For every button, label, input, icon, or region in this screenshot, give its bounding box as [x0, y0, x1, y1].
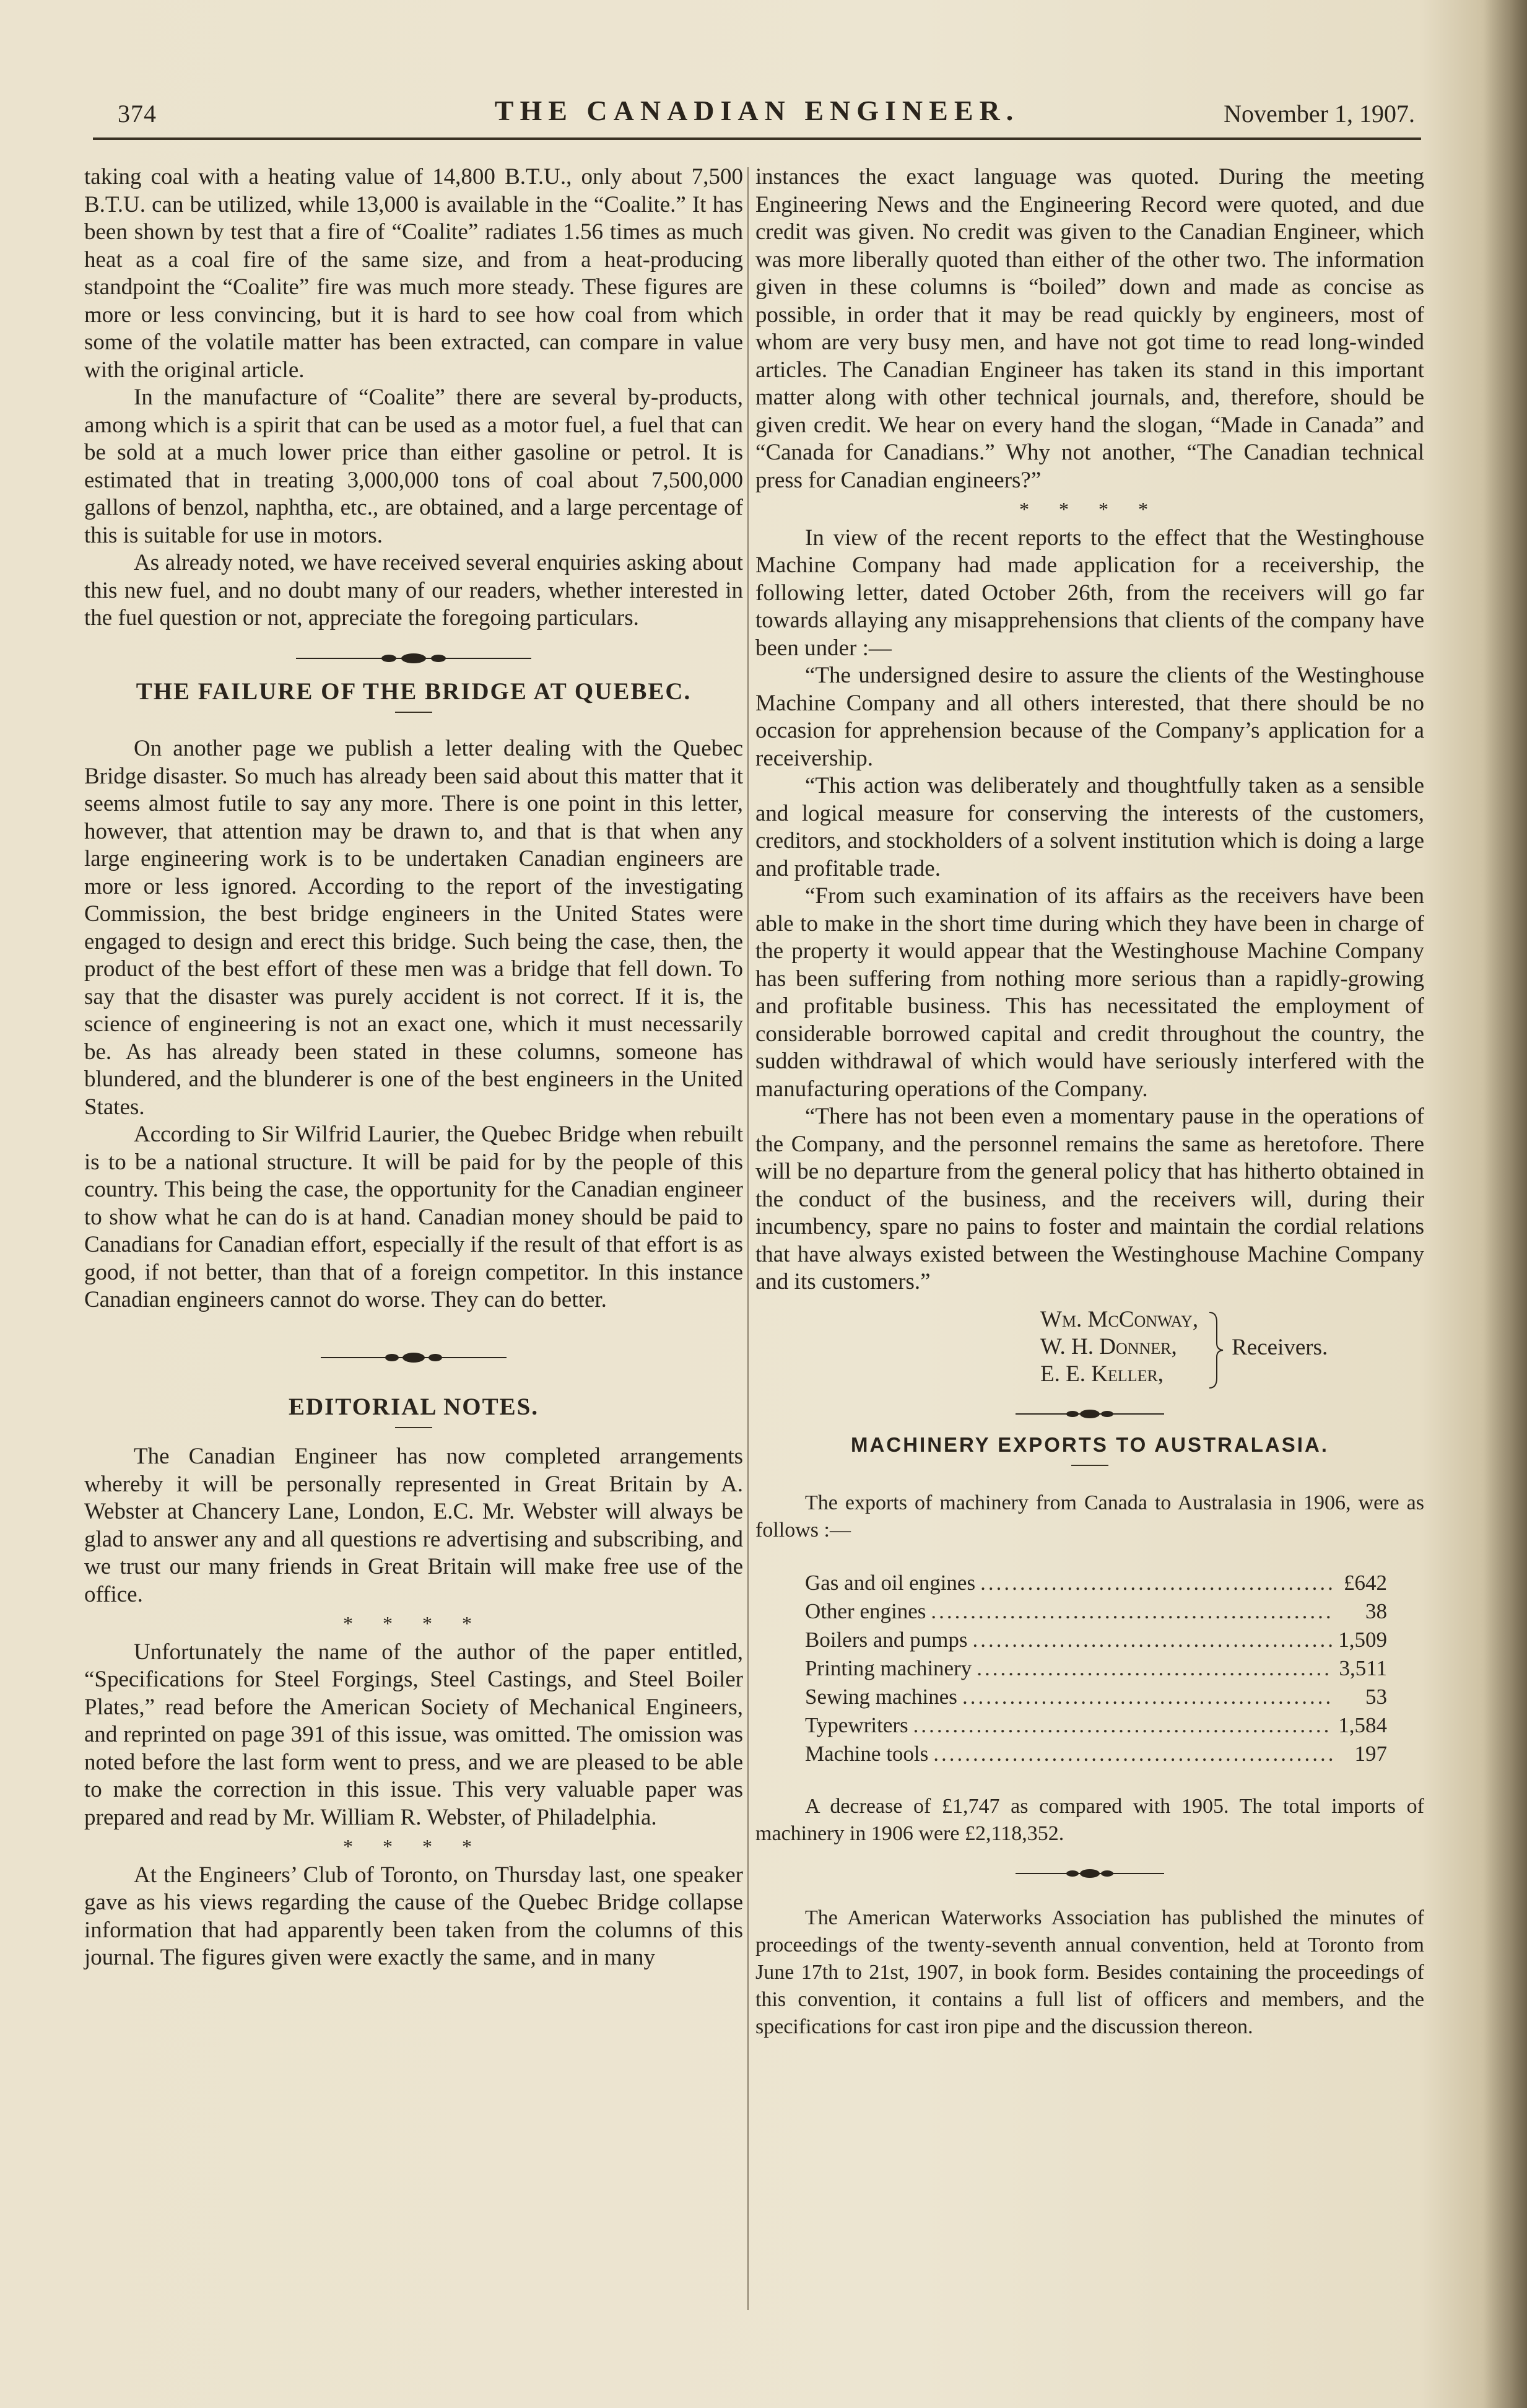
table-row [805, 1654, 1387, 1683]
export-item: Gas and oil engines [805, 1571, 976, 1595]
bridge-paragraph-1: On another page we publish a letter dealing with the Quebec Bridge disaster. So much has already been said about this matter that it seems almost futile to say any more. There is one point in this letter, however, that attention may be drawn to, and that is that when any large engineering work is to be undertaken Canadian engineers are more or less ignored. According to the report of the investigating Commission, the best bridge engineers in the United States were engaged to design and erect this bridge. Such being the case, then, the product of the best effort of these men was a bridge that fell down. To say that the disaster was purely accident is not correct. If it is, the science of engineering is not an exact one, which it must necessarily be. As has already been stated in these columns, someone has blundered, and the blunderer is one of the best engineers in the United States. [84, 736, 743, 1120]
table-row [805, 1569, 1387, 1597]
bridge-paragraph-2: According to Sir Wilfrid Laurier, the Quebec Bridge when rebuilt is to be a national structure. It will be paid for by the people of this country. This being the case, the opportunity for the Canadian engineer to show what he can do is at hand. Canadian money should be paid to Canadians for Canadian effort, especially if the result of that effort is as good, if not better, than that of a foreign competitor. In this instance Canadian engineers cannot do worse. They can do better. [84, 1122, 743, 1312]
stars-divider: * * * * [343, 1835, 484, 1857]
signature-role: Receivers. [1232, 1335, 1328, 1361]
leader-dots [931, 1597, 1333, 1626]
coalite-paragraph-2: In the manufacture of “Coalite” there are several by-products, among which is a spirit that can be used as a motor fuel, a fuel that can be sold at a much lower price than either gasoline or petrol. It is estimated that in treating 3,000,000 tons of coal about 7,500,000 gallons of benzol, naphtha, etc., are obtained, and a large percentage of this is suitable for use in motors. [84, 385, 743, 548]
editorial-heading: EDITORIAL NOTES. [288, 1393, 539, 1420]
receivers-signature [755, 1306, 1424, 1390]
export-value: 38 [1365, 1599, 1387, 1623]
export-item: Typewriters [805, 1713, 908, 1737]
table-row [805, 1597, 1387, 1626]
coalite-paragraph-1: taking coal with a heating value of 14,800 B.T.U., only about 7,500 B.T.U. can be utilized, while 13,000 is available in the “Coalite.” It has been shown by test that a fire of “Coalite” radiates 1.56 times as much heat as a coal fire of the same size, and from a heat-producing standpoint the “Coalite” fire was much more steady. These figures are more or less convincing, but it is hard to see how coal from which some of the volatile matter has been extracted, can compare in value with the original article. [84, 164, 743, 383]
table-row [805, 1740, 1387, 1768]
letter-paragraph-2: “This action was deliberately and thoughtfully taken as a sensible and logical measure for conserving the interests of the customers, creditors, and stockholders of a solvent institution which is doing a large and profitable trade. [755, 773, 1424, 881]
right-column [755, 164, 1424, 2041]
export-item: Sewing machines [805, 1685, 957, 1709]
letter-paragraph-3: “From such examination of its affairs as the receivers have been able to make in the short time during which they have been in charge of the property it would appear that the Westinghouse Machine Company has been suffering from nothing more serious than a rapidly-growing and profitable business. This has necessitated the employment of considerable borrowed capital and credit throughout the country, the sudden withdrawal of which would have seriously interfered with the manufacturing operations of the Company. [755, 883, 1424, 1102]
signature-name: Wm. McConway, [1040, 1306, 1199, 1332]
table-row [805, 1683, 1387, 1711]
export-item: Other engines [805, 1599, 926, 1623]
letter-paragraph-4: “There has not been even a momentary pause in the operations of the Company, and the personnel remains the same as heretofore. There will be no departure from the general policy that has hitherto obtained in the conduct of the business, and the receivers will, during their incumbency, spare no pains to foster and maintain the cordial relations that have always existed between the Westinghouse Machine Company and its customers.” [755, 1104, 1424, 1294]
section-ornament [755, 1861, 1424, 1886]
leader-dots [962, 1683, 1333, 1711]
exports-heading: MACHINERY EXPORTS TO AUSTRALASIA. [851, 1433, 1329, 1456]
signature-name: E. E. Keller, [1040, 1361, 1164, 1387]
table-row [805, 1711, 1387, 1740]
brace-icon [1207, 1310, 1225, 1390]
export-value: 1,509 [1338, 1628, 1387, 1652]
journal-title: THE CANADIAN ENGINEER. [494, 95, 1020, 126]
section-ornament [84, 1345, 743, 1370]
stars-divider: * * * * [343, 1612, 484, 1634]
editorial-paragraph-2: Unfortunately the name of the author of the paper entitled, “Specifications for Steel Forgings, Steel Castings, and Steel Boiler Plates,” read before the American Society of Mechanical Engineers, and reprinted on page 391 of this issue, was omitted. The omission was noted before the last form went to press, and we are pleased to be able to make the correction in this issue. This very valuable paper was prepared and read by Mr. William R. Webster, of Philadelphia. [84, 1639, 743, 1830]
leader-dots [913, 1711, 1333, 1740]
heading-rule [395, 712, 432, 713]
signature-names [1040, 1306, 1198, 1390]
export-item: Machine tools [805, 1742, 929, 1766]
editorial-continued-paragraph: instances the exact language was quoted. During the meeting Engineering News and the Engineering Record were quoted, and due credit was given. No credit was given to the Canadian Engineer, which was more liberally quoted than either of the other two. The information given in these columns is “boiled” down and made as concise as possible, in order that it may be read quickly by engineers, most of whom are very busy men, and have not got time to read long-winded articles. The Canadian Engineer has taken its stand in this important matter along with other technical journals, and, therefore, should be given credit. We hear on every hand the slogan, “Made in Canada” and “Canada for Canadians.” Why not another, “The Canadian technical press for Canadian engineers?” [755, 164, 1424, 493]
stars-divider: * * * * [1019, 498, 1160, 520]
page-edge-shadow [1484, 0, 1527, 2408]
page-number: 374 [118, 100, 157, 128]
page-header [93, 94, 1421, 137]
coalite-paragraph-3: As already noted, we have received several enquiries asking about this new fuel, and no doubt many of our readers, whether interested in the fuel question or not, appreciate the foregoing particulars. [84, 550, 743, 630]
header-rule [93, 137, 1421, 140]
leader-dots [972, 1626, 1333, 1654]
heading-rule [1071, 1465, 1108, 1466]
exports-table [805, 1569, 1387, 1768]
section-ornament [755, 1402, 1424, 1426]
table-row [805, 1626, 1387, 1654]
leader-dots [977, 1654, 1333, 1683]
exports-note: A decrease of £1,747 as compared with 1905. The total imports of machinery in 1906 were £2,118,352. [755, 1795, 1424, 1845]
export-value: 1,584 [1338, 1713, 1387, 1737]
editorial-paragraph-3: At the Engineers’ Club of Toronto, on Thursday last, one speaker gave as his views regarding the cause of the Quebec Bridge collapse information that had apparently been taken from the columns of this journal. The figures given were exactly the same, and in many [84, 1862, 743, 1970]
export-value: £642 [1344, 1571, 1387, 1595]
export-value: 3,511 [1339, 1656, 1387, 1680]
exports-intro: The exports of machinery from Canada to Australasia in 1906, were as follows :— [755, 1491, 1424, 1542]
issue-date: November 1, 1907. [1224, 100, 1415, 128]
export-item: Printing machinery [805, 1656, 972, 1680]
heading-rule [395, 1427, 432, 1428]
editorial-paragraph-1: The Canadian Engineer has now completed arrangements whereby it will be personally represented in Great Britain by A. Webster at Chancery Lane, London, E.C. Mr. Webster will always be glad to answer any and all questions re advertising and subscribing, and we trust our many friends in Great Britain will make free use of the office. [84, 1444, 743, 1607]
export-value: 197 [1354, 1742, 1387, 1766]
letter-paragraph-1: “The undersigned desire to assure the clients of the Westinghouse Machine Company and all others interested, that there should be no occasion for apprehension because of the Company’s application for a receivership. [755, 663, 1424, 771]
export-item: Boilers and pumps [805, 1628, 968, 1652]
waterworks-paragraph: The American Waterworks Association has published the minutes of proceedings of the twenty-seventh annual convention, held at Toronto from June 17th to 21st, 1907, in book form. Besides containing the proceedings of this convention, it contains a full list of officers and members, and the specifications for cast iron pipe and the discussion thereon. [755, 1906, 1424, 2038]
column-divider [747, 167, 749, 2310]
bridge-heading: THE FAILURE OF THE BRIDGE AT QUEBEC. [136, 678, 692, 705]
signature-name: W. H. Donner, [1040, 1333, 1177, 1359]
westinghouse-intro: In view of the recent reports to the effect that the Westinghouse Machine Company had made application for a receivership, the following letter, dated October 26th, from the receivers will go far towards allaying any misapprehensions that clients of the company have been under :— [755, 525, 1424, 661]
left-column [84, 164, 743, 1972]
leader-dots [933, 1740, 1333, 1768]
section-ornament [84, 646, 743, 671]
export-value: 53 [1365, 1685, 1387, 1709]
leader-dots [980, 1569, 1333, 1597]
